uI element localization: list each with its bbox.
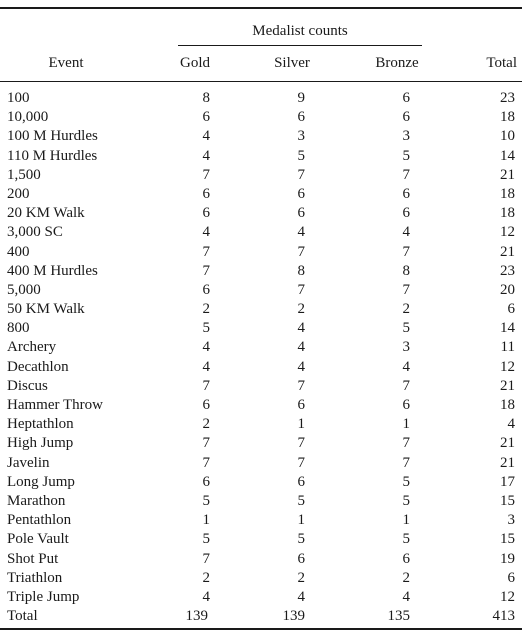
table-row [0,185,522,204]
table-row [0,473,522,492]
table-row [0,204,522,223]
cell-gold: 4 [202,339,210,356]
cell-silver: 7 [297,454,305,471]
table-row [0,262,522,281]
cell-gold: 8 [202,90,210,106]
cell-bronze: 7 [402,281,410,298]
cell-silver: 5 [297,147,305,164]
cell-total: 17 [500,473,515,490]
cell-event: 100 [7,90,30,106]
cell-event: Total [7,608,38,625]
cell-event: 3,000 SC [7,224,63,241]
cell-total: 18 [500,185,515,202]
cell-bronze: 5 [402,473,410,490]
cell-bronze: 5 [402,147,410,164]
cell-event: Hammer Throw [7,397,103,413]
cell-event: 10,000 [7,109,49,126]
table-row [0,108,522,127]
cell-bronze: 4 [402,588,410,605]
cell-total: 18 [500,205,515,222]
cell-gold: 7 [202,454,210,471]
table-row [0,530,522,549]
table-row [0,319,522,338]
cell-total: 12 [500,224,515,241]
cell-silver: 5 [297,531,305,548]
cell-total: 21 [500,454,515,471]
cell-gold: 4 [202,588,210,605]
cell-gold: 7 [202,166,210,183]
cell-total: 14 [500,320,515,337]
cell-silver: 6 [297,185,305,202]
cell-bronze: 1 [402,416,410,433]
cell-event: 110 M Hurdles [7,147,98,164]
cell-gold: 5 [202,531,210,548]
cell-gold: 7 [202,435,210,452]
cell-event: 400 [7,243,30,260]
column-header-event: Event [48,55,84,71]
cell-gold: 5 [202,492,210,509]
table-row [0,358,522,377]
cell-event: 800 [7,320,30,337]
cell-event: 400 M Hurdles [7,262,98,279]
table-row [0,281,522,300]
cell-event: Pentathlon [7,512,72,529]
cell-total: 18 [500,109,515,126]
cell-silver: 6 [297,205,305,222]
table-row [0,300,522,319]
cell-event: 200 [7,185,30,202]
table-row [0,588,522,607]
table-row [0,147,522,166]
table-row [0,569,522,588]
column-header-total: Total [486,55,517,71]
cell-gold: 4 [202,147,210,164]
cell-silver: 2 [297,301,305,318]
cell-total: 6 [507,569,515,586]
cell-total: 3 [507,512,515,529]
cell-total: 21 [500,166,515,183]
medalist-counts-header: Medalist counts [252,23,348,39]
cell-gold: 2 [202,301,210,318]
cell-bronze: 6 [402,550,410,567]
cell-silver: 6 [297,109,305,126]
cell-bronze: 2 [402,569,410,586]
cell-total: 6 [507,301,515,318]
cell-bronze: 5 [402,320,410,337]
cell-total: 413 [492,608,515,625]
cell-bronze: 7 [402,435,410,452]
cell-bronze: 6 [402,109,410,126]
cell-total: 15 [500,531,515,548]
cell-bronze: 4 [402,224,410,241]
cell-total: 4 [507,416,515,433]
cell-bronze: 135 [387,608,410,625]
cell-total: 21 [500,243,515,260]
cell-gold: 7 [202,550,210,567]
cell-event: Triple Jump [7,588,80,605]
cell-silver: 9 [297,90,305,106]
cell-event: 50 KM Walk [7,301,85,318]
cell-total: 19 [500,550,515,567]
cell-total: 15 [500,492,515,509]
header-rule [0,81,522,82]
cell-total: 12 [500,588,515,605]
cell-event: Archery [7,339,57,356]
cell-bronze: 5 [402,492,410,509]
column-header-silver: Silver [274,55,310,71]
cell-gold: 6 [202,109,210,126]
bottom-rule [0,628,522,630]
cell-total: 18 [500,397,515,413]
cell-bronze: 4 [402,358,410,375]
cell-bronze: 5 [402,531,410,548]
table-row [0,89,522,108]
table-row [0,338,522,357]
cell-silver: 4 [297,224,305,241]
cell-total: 12 [500,358,515,375]
cell-gold: 5 [202,320,210,337]
cell-silver: 4 [297,358,305,375]
cell-silver: 8 [297,262,305,279]
table-row [0,396,522,415]
cell-gold: 7 [202,262,210,279]
cell-bronze: 6 [402,397,410,413]
cell-total: 20 [500,281,515,298]
cell-total: 10 [500,128,515,145]
cell-bronze: 7 [402,166,410,183]
table-row [0,434,522,453]
cell-silver: 2 [297,569,305,586]
cell-total: 11 [500,339,515,356]
cell-event: Pole Vault [7,531,69,548]
table-row [0,243,522,262]
cell-silver: 139 [282,608,305,625]
cell-silver: 1 [297,416,305,433]
cell-total: 23 [500,262,515,279]
cell-silver: 7 [297,281,305,298]
cell-event: 5,000 [7,281,41,298]
cell-silver: 7 [297,243,305,260]
cell-event: Marathon [7,492,66,509]
cell-total: 14 [500,147,515,164]
cell-event: Shot Put [7,550,59,567]
cell-bronze: 3 [402,128,410,145]
cell-total: 21 [500,377,515,394]
table-row [0,550,522,569]
cell-gold: 7 [202,377,210,394]
cell-bronze: 3 [402,339,410,356]
cell-event: Triathlon [7,569,63,586]
cell-bronze: 7 [402,243,410,260]
cell-event: Javelin [7,454,50,471]
table-row [0,415,522,434]
table-row [0,454,522,473]
cell-event: Discus [7,377,48,394]
top-rule [0,7,522,9]
cell-event: 20 KM Walk [7,205,85,222]
cell-gold: 6 [202,205,210,222]
cell-bronze: 8 [402,262,410,279]
cell-event: Heptathlon [7,416,74,433]
cell-bronze: 6 [402,205,410,222]
cell-silver: 4 [297,339,305,356]
cell-silver: 6 [297,397,305,413]
cell-gold: 2 [202,569,210,586]
total-row [0,607,522,626]
cell-gold: 6 [202,473,210,490]
table-row [0,511,522,530]
cell-gold: 139 [185,608,208,625]
cell-silver: 7 [297,435,305,452]
cell-silver: 4 [297,588,305,605]
cell-bronze: 7 [402,454,410,471]
cell-bronze: 2 [402,301,410,318]
table-row [0,127,522,146]
cell-silver: 3 [297,128,305,145]
cell-bronze: 6 [402,185,410,202]
spanner-rule [178,45,422,46]
cell-bronze: 6 [402,90,410,106]
cell-gold: 4 [202,358,210,375]
cell-total: 21 [500,435,515,452]
cell-total: 23 [500,90,515,106]
cell-silver: 6 [297,473,305,490]
cell-gold: 2 [202,416,210,433]
cell-event: Decathlon [7,358,69,375]
cell-gold: 4 [202,128,210,145]
cell-event: 100 M Hurdles [7,128,98,145]
cell-gold: 6 [202,397,210,413]
column-header-bronze: Bronze [375,55,419,71]
table-row [0,492,522,511]
cell-silver: 7 [297,166,305,183]
cell-silver: 5 [297,492,305,509]
cell-bronze: 7 [402,377,410,394]
table-body [0,89,522,626]
cell-gold: 7 [202,243,210,260]
cell-silver: 6 [297,550,305,567]
table-row [0,377,522,396]
cell-gold: 6 [202,281,210,298]
cell-silver: 7 [297,377,305,394]
cell-gold: 1 [202,512,210,529]
table-row [0,166,522,185]
cell-gold: 4 [202,224,210,241]
cell-silver: 1 [297,512,305,529]
cell-silver: 4 [297,320,305,337]
cell-event: 1,500 [7,166,41,183]
cell-bronze: 1 [402,512,410,529]
cell-event: Long Jump [7,473,75,490]
cell-event: High Jump [7,435,74,452]
table-row [0,223,522,242]
cell-gold: 6 [202,185,210,202]
column-header-gold: Gold [180,55,210,71]
